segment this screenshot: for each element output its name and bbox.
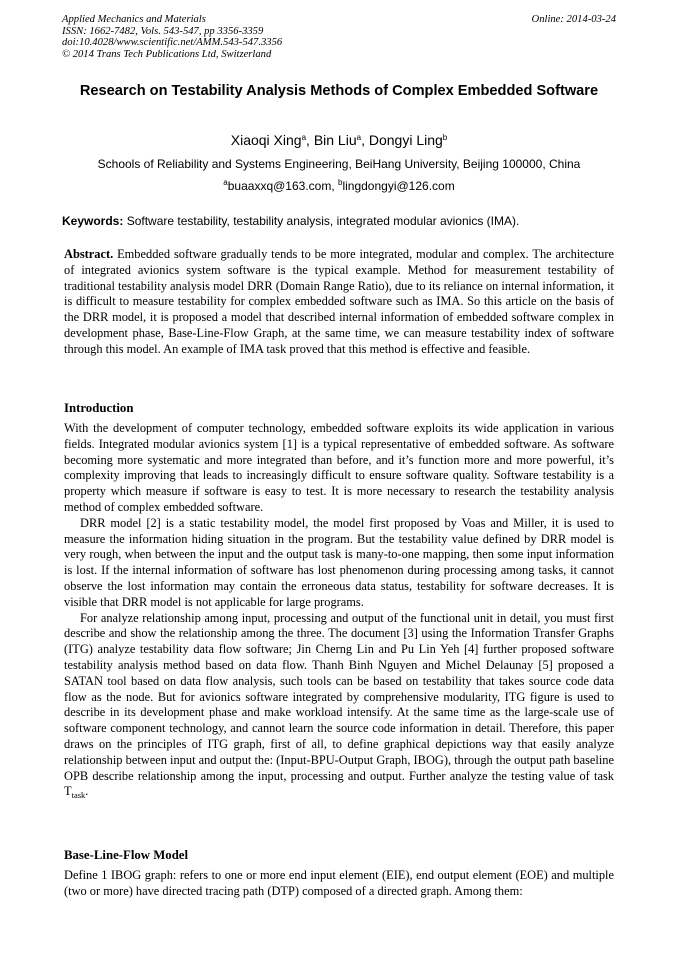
doi-line: doi:10.4028/www.scientific.net/AMM.543-547.3356 bbox=[62, 37, 283, 49]
issn-line: ISSN: 1662-7482, Vols. 543-547, pp 3356-3359 bbox=[62, 25, 264, 37]
author-name: Bin Liu bbox=[313, 132, 357, 148]
email-address: lingdongyi@126.com bbox=[342, 179, 455, 193]
paragraph: With the development of computer technology, embedded software exploits its wide application in various fields. Integrated modular avionics system [1] is a typical representative of embedded software. As software becoming more systematic and more integrated than before, and it’s function more and more powerful, it’s complexity improving that leads to increasingly difficult to ensure software quality. Software testability is a property which measure if software is easy to test. It is more necessary to research the testability analysis method of complex embedded software. bbox=[64, 421, 614, 514]
introduction-heading: Introduction bbox=[64, 401, 134, 415]
base-line-flow-heading: Base-Line-Flow Model bbox=[64, 848, 189, 862]
paragraph: Define 1 IBOG graph: refers to one or more end input element (EIE), end output element (EOE) and multiple (two or more) have directed tracing path (DTP) composed of a directed graph. Among them: bbox=[64, 868, 614, 898]
email-mark: a bbox=[223, 178, 228, 187]
abstract-label: Abstract. bbox=[64, 247, 114, 261]
author-name: Xiaoqi Xing bbox=[230, 132, 302, 148]
email-address: buaaxxq@163.com bbox=[227, 179, 332, 193]
email-mark: b bbox=[338, 178, 343, 187]
copyright-line: © 2014 Trans Tech Publications Ltd, Switzerland bbox=[62, 48, 272, 60]
abstract-text: Embedded software gradually tends to be more integrated, modular and complex. The architecture of integrated avionics system software is the typical example. Method for measurement testability of traditional testability analysis model DRR (Domain Range Ratio), due to its reliance on internal information, it is difficult to measure testability for complex embedded software such as IMA. So this article on the basis of the DRR model, it is proposed a model that described internal information of embedded software complex in development phase, Base-Line-Flow Graph, at the same time, we can measure testability index of software through this model. An example of IMA task proved that this method is effective and feasible. bbox=[64, 247, 614, 356]
abstract bbox=[64, 247, 614, 358]
affiliation: Schools of Reliability and Systems Engineering, BeiHang University, Beijing 100000, China bbox=[97, 157, 581, 171]
author-affiliation-mark: a bbox=[356, 133, 362, 142]
introduction-section bbox=[64, 421, 614, 800]
keywords-label: Keywords: bbox=[62, 214, 124, 228]
paragraph bbox=[64, 611, 614, 801]
author-affiliation-mark: a bbox=[301, 133, 307, 142]
email-list: $^a$buaaxxq@163.com, $^b$lingdongyi@126.com bbox=[223, 178, 455, 193]
paragraph: DRR model [2] is a static testability model, the model first proposed by Voas and Miller, it is used to measure the information hiding situation in the program. But the testability value defined by DRR model is very rough, when between the input and the output task is many-to-one mapping, then some input information is lost. If the internal information of software has lost phenomenon during processing among tasks, it cannot observe the lost information may contain the erroneous data status, testability for software decreases. It is visible that DRR model is not applicable for large programs. bbox=[64, 515, 614, 609]
paragraph-end: . bbox=[85, 784, 89, 799]
running-header bbox=[62, 14, 616, 60]
author-list: Xiaoqi Xing$^a$, Bin Liu$^a$, Dongyi Ling$^b$ bbox=[230, 132, 448, 148]
journal-name: Applied Mechanics and Materials bbox=[62, 14, 206, 25]
author-affiliation-mark: b bbox=[442, 133, 448, 142]
paragraph-text: For analyze relationship among input, processing and output of the functional unit in detail, you must first describe and show the relationship among the three. The document [3] using the Information Transfer Graphs (ITG) analyze testability data flow software; Jin Cherng Lin and Pu Lin Yeh [4] further proposed software testability analysis method based on data flow. Thanh Binh Nguyen and Michel Delaunay [5] proposed a SATAN tool based on data flow analysis, such tools can be based on testability that takes source code data flow as the node. But for avionics software integrated by comprehensive modularity, ITG figure is used to describe in its development phase and make workload intensify. At the same time as the large-scale use of software component technology, and cannot learn the source code information in detail. Therefore, this paper draws on the principles of ITG graph, first of all, to define graphical depictions way that easily analyze relationship between input and output the: (Input-BPU-Output Graph, IBOG), through the output path baseline OPB describe relationship among the input, processing and output. Further analyze the testing value of task bbox=[64, 610, 614, 783]
base-line-flow-section bbox=[64, 868, 614, 900]
task-subscript: task bbox=[71, 790, 86, 801]
keywords-text: Software testability, testability analysis, integrated modular avionics (IMA). bbox=[126, 214, 520, 228]
keywords bbox=[62, 213, 616, 229]
task-symbol: T bbox=[64, 784, 72, 799]
online-date: Online: 2014-03-24 bbox=[531, 14, 616, 25]
paper-title: Research on Testability Analysis Methods of Complex Embedded Software bbox=[79, 83, 599, 99]
author-name: Dongyi Ling bbox=[368, 132, 443, 148]
